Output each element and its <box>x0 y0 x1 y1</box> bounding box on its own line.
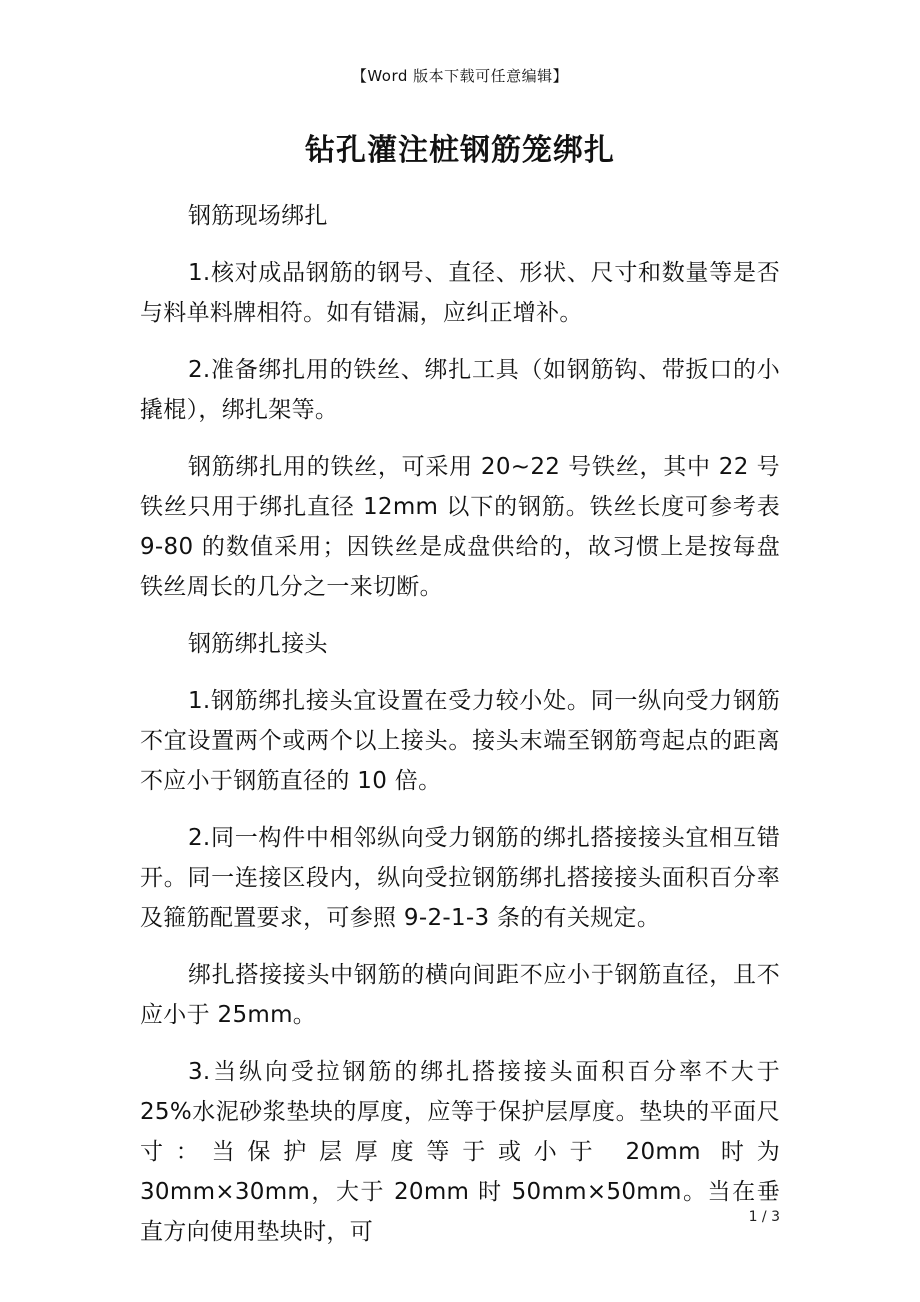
document-title: 钻孔灌注桩钢筋笼绑扎 <box>305 133 615 168</box>
paragraph-mortar-pads: 3.当纵向受拉钢筋的绑扎搭接接头面积百分率不大于 25%水泥砂浆垫块的厚度，应等于保护层厚度。垫块的平面尺寸：当保护层厚度等于或小于 20mm 时为 30mm×30mm，大于 20mm 时 50mm×50mm。当在垂直方向使用垫块时，可 <box>140 1059 780 1245</box>
paragraph-joint-staggering: 2.同一构件中相邻纵向受力钢筋的绑扎搭接接头宜相互错开。同一连接区段内，纵向受拉钢筋绑扎搭接接头面积百分率及箍筋配置要求，可参照 9-2-1-3 条的有关规定。 <box>140 825 780 931</box>
section-heading-site-binding: 钢筋现场绑扎 <box>188 203 328 229</box>
paragraph-lateral-spacing: 绑扎搭接接头中钢筋的横向间距不应小于钢筋直径，且不应小于 25mm。 <box>140 962 780 1028</box>
section-heading-joints: 钢筋绑扎接头 <box>188 631 328 657</box>
page-number: 1 / 3 <box>748 1209 780 1225</box>
paragraph-prepare-tools: 2.准备绑扎用的铁丝、绑扎工具（如钢筋钩、带扳口的小撬棍），绑扎架等。 <box>140 357 780 423</box>
paragraph-wire-usage: 钢筋绑扎用的铁丝，可采用 20~22 号铁丝，其中 22 号铁丝只用于绑扎直径 12mm 以下的钢筋。铁丝长度可参考表 9-80 的数值采用；因铁丝是成盘供给的，故习惯上是按每盘铁丝周长的几分之一来切断。 <box>140 454 780 600</box>
download-note-header: 【Word 版本下载可任意编辑】 <box>351 67 569 85</box>
paragraph-check-steel: 1.核对成品钢筋的钢号、直径、形状、尺寸和数量等是否与料单料牌相符。如有错漏，应纠正增补。 <box>140 260 780 326</box>
paragraph-joint-position: 1.钢筋绑扎接头宜设置在受力较小处。同一纵向受力钢筋不宜设置两个或两个以上接头。接头末端至钢筋弯起点的距离不应小于钢筋直径的 10 倍。 <box>140 688 780 794</box>
document-body <box>140 196 780 1269</box>
